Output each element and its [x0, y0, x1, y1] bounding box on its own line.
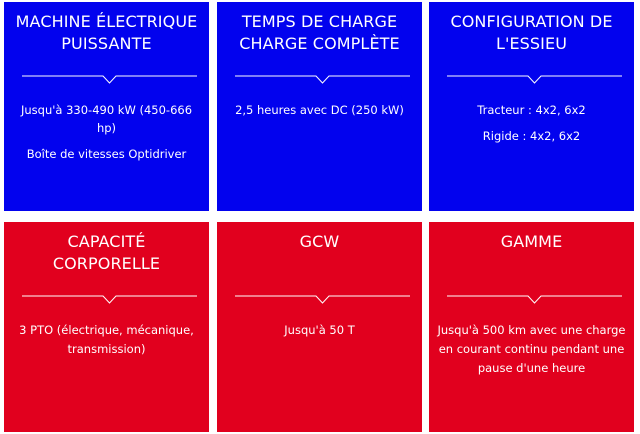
chevron-divider-icon: [22, 75, 197, 87]
tile-text: Boîte de vitesses Optidriver: [26, 147, 187, 161]
tile-title-line: CONFIGURATION DE: [450, 12, 613, 31]
tile-text: transmission): [67, 342, 146, 356]
tile-title-line: GAMME: [500, 232, 563, 251]
tile-charging-time: [217, 2, 422, 211]
tile-title: [223, 11, 416, 55]
tile-text: 3 PTO (électrique, mécanique,: [19, 323, 194, 337]
tile-axle-configuration: [429, 2, 634, 211]
chevron-divider-icon: [235, 295, 410, 307]
chevron-divider-icon: [22, 295, 197, 307]
tile-text: Rigide : 4x2, 6x2: [482, 129, 581, 143]
tile-gcw: [217, 222, 422, 432]
tile-title-line: GCW: [299, 232, 340, 251]
tile-title-line: CORPORELLE: [52, 254, 161, 273]
tile-text: Jusqu'à 50 T: [284, 323, 355, 337]
tile-title: [435, 231, 628, 253]
tile-body: [225, 101, 414, 127]
tile-text: 2,5 heures avec DC (250 kW): [235, 103, 404, 117]
tile-title: [223, 231, 416, 253]
tile-title-line: PUISSANTE: [61, 34, 152, 53]
chevron-divider-icon: [447, 295, 622, 307]
tile-body-capacity: [4, 222, 209, 432]
tile-title-line: MACHINE ÉLECTRIQUE: [15, 12, 198, 31]
tile-title: [10, 231, 203, 275]
tile-title: [10, 11, 203, 55]
tile-body: [12, 101, 201, 171]
tile-text: Tracteur : 4x2, 6x2: [477, 103, 586, 117]
tile-text: pause d'une heure: [477, 361, 586, 375]
chevron-divider-icon: [447, 75, 622, 87]
tile-body: [225, 321, 414, 347]
tile-title-line: CAPACITÉ: [67, 232, 146, 251]
tile-text: Jusqu'à 330-490 kW (450-666 hp): [20, 103, 193, 135]
tile-body: [12, 321, 201, 359]
tile-text: Jusqu'à 500 km avec une charge: [437, 323, 626, 337]
tile-title-line: TEMPS DE CHARGE: [241, 12, 398, 31]
chevron-divider-icon: [235, 75, 410, 87]
tile-title: [435, 11, 628, 55]
tile-title-line: L'ESSIEU: [495, 34, 568, 53]
tile-electric-machine: [4, 2, 209, 211]
tile-range: [429, 222, 634, 432]
tile-title-line: CHARGE COMPLÈTE: [239, 34, 400, 53]
tile-text: en courant continu pendant une: [438, 342, 625, 356]
tile-body: [437, 321, 626, 378]
tile-body: [437, 101, 626, 153]
